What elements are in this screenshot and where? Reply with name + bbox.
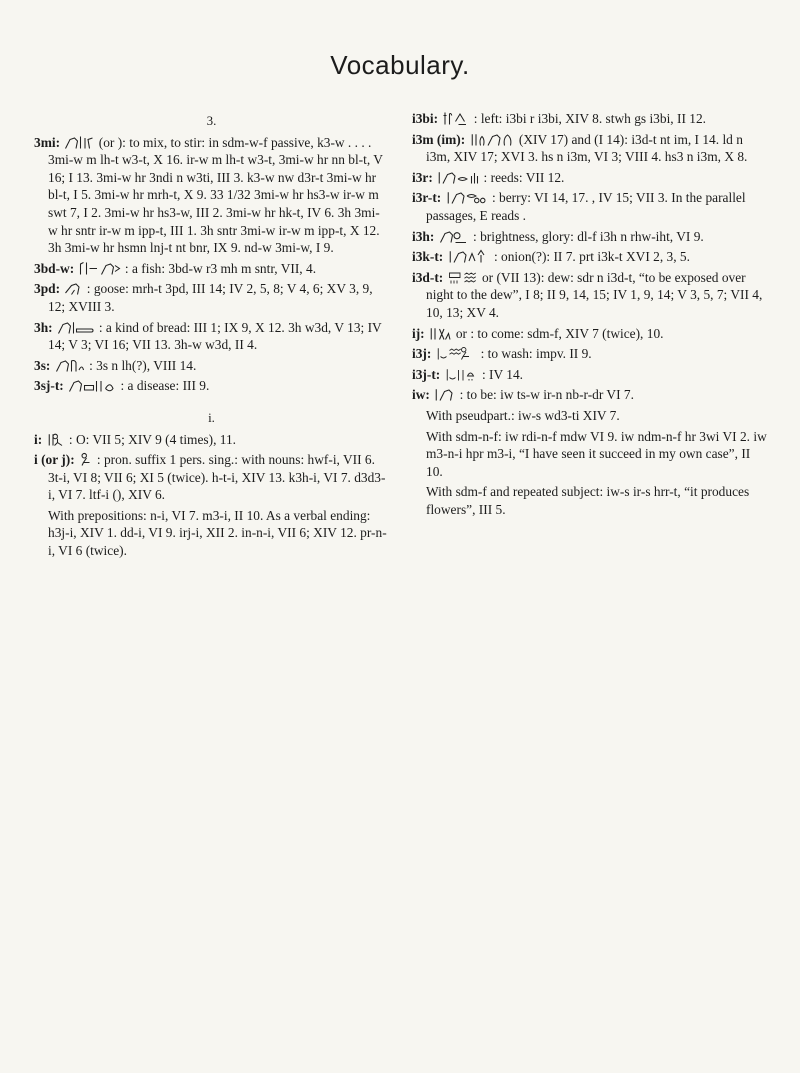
subentry-pseudpart: With pseudpart.: iw-s wd3-ti XIV 7. bbox=[426, 407, 620, 423]
headword: i (or j): bbox=[34, 452, 75, 468]
entry-text: or : to come: sdm-f, XIV 7 (twice), 10. bbox=[455, 325, 664, 341]
entry-text: : goose: mrh-t 3pd, III 14; IV 2, 5, 8; V 4, 6; XV 3, 9, 12; XVIII 3. bbox=[48, 281, 373, 314]
entry-3bd-w bbox=[34, 260, 389, 278]
entry-text: : 3s n lh(?), VIII 14. bbox=[89, 357, 197, 373]
entry-text: : left: i3bi r i3bi, XIV 8. stwh gs i3bi, II 12. bbox=[473, 111, 706, 126]
reeds-glyph-icon bbox=[437, 170, 479, 185]
entry-text: : reeds: VII 12. bbox=[483, 169, 565, 185]
water-glyph-icon bbox=[448, 270, 478, 285]
fish-glyph-icon bbox=[79, 261, 121, 276]
entry-i3j-t bbox=[412, 366, 767, 384]
headword: 3bd-w: bbox=[34, 260, 75, 276]
headword: 3mi: bbox=[34, 134, 61, 150]
headword: 3s: bbox=[34, 357, 51, 373]
chick-glyph-icon bbox=[434, 387, 455, 402]
section-head-i: i. bbox=[208, 409, 215, 425]
headword: ij: bbox=[412, 325, 425, 341]
entry-i3r-t bbox=[412, 189, 767, 224]
entry-i3m bbox=[412, 131, 767, 166]
entry-3h bbox=[34, 319, 389, 354]
headword: 3sj-t: bbox=[34, 378, 64, 394]
seated-man-glyph-icon bbox=[79, 452, 93, 467]
loaf-glyph-icon bbox=[57, 320, 95, 335]
headword: i3j: bbox=[412, 346, 432, 362]
subentry-sdm-f: With sdm-f and repeated subject: iw-s ir-s hrr-t, “it produces flowers”, III 5. bbox=[426, 484, 750, 517]
page-title: Vocabulary. bbox=[330, 50, 470, 80]
headword: i3d-t: bbox=[412, 269, 444, 285]
subentry-prepositions: With prepositions: n-i, VI 7. m3-i, II 10. As a verbal ending: h3j-i, XIV 1. dd-i, VI 9. irj-i, XII 2. in-n-i, VII 6; XIV 12. pr-n-i, VI 6 (twice). bbox=[48, 507, 387, 559]
cloth-glyph-icon bbox=[55, 358, 85, 373]
sun-glyph-icon bbox=[439, 229, 469, 244]
section-head-3: 3. bbox=[206, 113, 217, 128]
left-column bbox=[34, 110, 389, 563]
entry-text: : a disease: III 9. bbox=[120, 378, 210, 394]
disease-glyph-icon bbox=[68, 378, 116, 393]
entry-i3k-t bbox=[412, 248, 767, 266]
headword: 3pd: bbox=[34, 281, 61, 297]
entry-i-or-j bbox=[34, 451, 389, 504]
bird-glyph-icon bbox=[64, 281, 82, 296]
legs-glyph-icon bbox=[429, 326, 452, 341]
entry-text: : a kind of bread: III 1; IX 9, X 12. 3h w3d, V 13; IV 14; V 3; VI 16; VII 13. 3h-w w3d, II 4. bbox=[48, 319, 382, 353]
entry-text: : to be: iw ts-w ir-n nb-r-dr VI 7. bbox=[459, 387, 634, 403]
entry-3s bbox=[34, 357, 389, 375]
entry-text: : IV 14. bbox=[481, 366, 524, 382]
entry-ij bbox=[412, 325, 767, 343]
entry-text: or (VII 13): dew: sdr n i3d-t, “to be exposed over night to the dew”, I 8; II 9, 14, 15; IV 1, 9, 14; V 3, 5, 7; VII 4, 10, 13; XV 4. bbox=[426, 269, 763, 320]
headword: 3h: bbox=[34, 319, 53, 335]
reed-man-glyph-icon bbox=[47, 432, 65, 447]
headword: i3bi: bbox=[412, 111, 439, 126]
headword: iw: bbox=[412, 387, 430, 403]
onion-glyph-icon bbox=[448, 249, 490, 264]
headword: i3h: bbox=[412, 228, 435, 244]
entry-3pd bbox=[34, 280, 389, 315]
headword: i3m (im): bbox=[412, 131, 466, 147]
berry-glyph-icon bbox=[446, 190, 488, 205]
entry-iw bbox=[412, 386, 767, 404]
entry-text: : onion(?): II 7. prt i3k-t XVI 2, 3, 5. bbox=[493, 249, 690, 265]
entry-text: (XIV 17) and (I 14): i3d-t nt im, I 14. ld n i3m, XIV 17; XVI 3. hs n i3m, VI 3; VIII 4. hs3 n i3m, X 8. bbox=[426, 131, 748, 165]
entry-i3r bbox=[412, 169, 767, 187]
standard-glyph-icon bbox=[442, 111, 469, 126]
pot-glyph-icon bbox=[445, 367, 478, 382]
entry-text: : O: VII 5; XIV 9 (4 times), 11. bbox=[68, 431, 237, 447]
entry-text: : to wash: impv. II 9. bbox=[480, 346, 592, 362]
headword: i: bbox=[34, 431, 43, 447]
vulture-glyph-icon bbox=[64, 135, 94, 150]
headword: i3r: bbox=[412, 169, 433, 185]
entry-i bbox=[34, 431, 389, 449]
entry-text: : pron. suffix 1 pers. sing.: with nouns: hwf-i, VII 6. 3t-i, VI 8; VII 6; XI 5 (twice). h-t-i, XIV 13. k3h-i, VI 7. d3d3-i, VI 7. ltf-i (), XIV 6. bbox=[48, 452, 386, 503]
wash-glyph-icon bbox=[436, 346, 477, 361]
headword: i3r-t: bbox=[412, 190, 442, 206]
entry-text: : berry: VI 14, 17. , IV 15; VII 3. In the parallel passages, E reads . bbox=[426, 190, 746, 223]
headword: i3k-t: bbox=[412, 249, 444, 265]
headword: i3j-t: bbox=[412, 366, 441, 382]
entry-text: : a fish: 3bd-w r3 mh m sntr, VII, 4. bbox=[124, 260, 317, 276]
entry-i3h bbox=[412, 228, 767, 246]
tree-glyph-icon bbox=[470, 132, 515, 147]
entry-3sj-t bbox=[34, 377, 389, 395]
entry-i3j bbox=[412, 345, 767, 363]
entry-3mi bbox=[34, 134, 389, 257]
entry-i3d-t bbox=[412, 269, 767, 322]
entry-i3bi bbox=[412, 110, 767, 128]
entry-text: : brightness, glory: dl-f i3h n rhw-iht, VI 9. bbox=[473, 228, 704, 244]
entry-text: (or ): to mix, to stir: in sdm-w-f passive, k3-w . . . . 3mi-w m lh-t w3-t, X 16. ir-w m lh-t w3-t, 3mi-w hr nn bl-t, V 16; I 13. 3mi-w hr 3ndi n w3ti, III 3. k3-w nw d3r-t 3mi-w hr bl-t, I 5. 3mi-w hr mrh-t, X 9. 33 1/32 3mi-w hr hs3-w ir-w m swt 7, I 2. 3mi-w hr hs3-w, III 2. 3mi-w hr hk-t, IV 6. 3h 3mi-w hr sntr ir-w m ipp-t, III 1. 3h sntr 3mi-w ir-w m ipp-t, X 12. 3h 3mi-w hr hsmn lnj-t nt bnr, IX 9. nd-w 3mi-w, I 9. bbox=[48, 134, 383, 256]
right-column bbox=[412, 110, 767, 521]
subentry-sdm-n-f: With sdm-n-f: iw rdi-n-f mdw VI 9. iw ndm-n-f hr 3wi VI 2. iw m3-n-i hpr m3-i, “I have seen it succeed in my own case”, II 10. bbox=[426, 428, 767, 479]
